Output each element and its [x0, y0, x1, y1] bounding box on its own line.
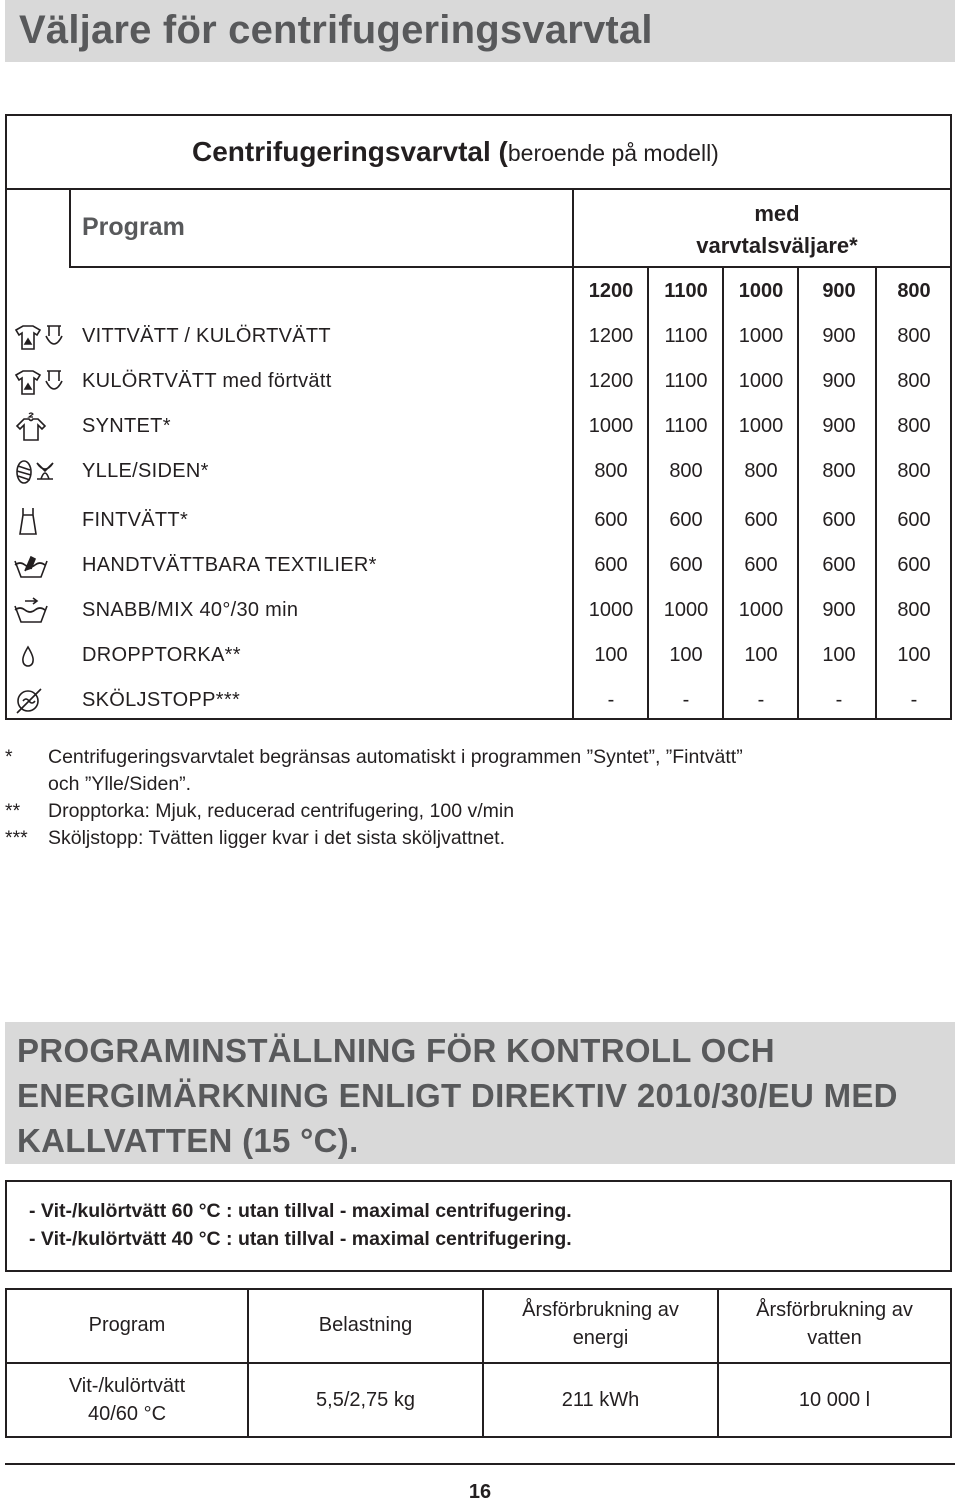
table-row: SNABB/MIX 40°/30 min 1000 1000 1000 900 800 [7, 588, 952, 633]
page-rule [5, 1463, 955, 1465]
speed-header-1100: 1100 [664, 280, 708, 302]
cell-program: Vit-/kulörtvätt 40/60 °C [68, 1375, 186, 1425]
footnote-1-line-2: och ”Ylle/Siden”. [48, 773, 192, 795]
synthetic-shirt-icon [11, 412, 73, 442]
rinse-hold-icon [11, 686, 73, 716]
test-conditions-box [5, 1180, 952, 1272]
speed-header-1000: 1000 [738, 280, 784, 302]
header-energy: Årsförbrukning av energi [522, 1299, 679, 1349]
cotton-wash-icon [11, 322, 73, 352]
cell-energy: 211 kWh [561, 1389, 640, 1411]
footnote-mark-3: *** [5, 827, 28, 849]
condition-60: - Vit-/kulörtvätt 60 °C : utan tillval - maximal centrifugering. [29, 1200, 572, 1222]
footnote-mark-1: * [5, 746, 13, 768]
table-row: SYNTET* 1000 1100 1000 900 800 [7, 404, 952, 449]
speed-header-800: 800 [897, 280, 931, 302]
table-title: Centrifugeringsvarvtal (beroende på modell) [192, 136, 719, 167]
speed-header-1200: 1200 [588, 280, 634, 302]
quick-mix-icon [11, 596, 73, 626]
table-row: FINTVÄTT* 600 600 600 600 600 [7, 498, 952, 543]
header-load: Belastning [318, 1314, 413, 1336]
handwash-icon [11, 551, 73, 581]
prewash-cotton-icon [11, 367, 73, 397]
header-water: Årsförbrukning av vatten [756, 1299, 913, 1349]
table-row: DROPPTORKA** 100 100 100 100 100 [7, 633, 952, 678]
energy-table [5, 1288, 952, 1438]
cell-water: 10 000 l [798, 1389, 871, 1411]
page-number: 16 [468, 1481, 492, 1503]
title-bar [5, 0, 955, 62]
program-header: Program [82, 213, 185, 241]
delicate-dress-icon [11, 506, 73, 536]
cell-load: 5,5/2,75 kg [316, 1389, 415, 1411]
page-title: Väljare för centrifugeringsvarvtal [19, 8, 653, 52]
table-row: HANDTVÄTTBARA TEXTILIER* 600 600 600 600 600 [7, 543, 952, 588]
table-row: SKÖLJSTOPP*** - - - - - [7, 678, 952, 723]
speed-header-900: 900 [822, 280, 856, 302]
energy-label-section-header [5, 1022, 955, 1164]
footnote-1-line-1: Centrifugeringsvarvtalet begränsas automatiskt i programmen ”Syntet”, ”Fintvätt” [48, 746, 743, 768]
table-row: VITTVÄTT / KULÖRTVÄTT 1200 1100 1000 900 800 [7, 314, 952, 359]
footnote-3: Sköljstopp: Tvätten ligger kvar i det sista sköljvattnet. [48, 827, 506, 849]
table-row: YLLE/SIDEN* 800 800 800 800 800 [7, 449, 952, 494]
header-program: Program [88, 1314, 166, 1336]
footnote-2: Dropptorka: Mjuk, reducerad centrifugering, 100 v/min [48, 800, 515, 822]
selector-header: med varvtalsväljare* [696, 201, 858, 258]
spin-speed-table [5, 114, 952, 720]
wool-silk-icon [11, 457, 73, 487]
drip-dry-icon [11, 641, 73, 671]
footnote-mark-2: ** [5, 800, 21, 822]
table-row: KULÖRTVÄTT med förtvätt 1200 1100 1000 900 800 [7, 359, 952, 404]
section-heading: PROGRAMINSTÄLLNING FÖR KONTROLL OCH ENERGIMÄRKNING ENLIGT DIREKTIV 2010/30/EU MED KALLVATTEN (15 °C). [17, 1032, 898, 1159]
condition-40: - Vit-/kulörtvätt 40 °C : utan tillval - maximal centrifugering. [29, 1228, 572, 1250]
